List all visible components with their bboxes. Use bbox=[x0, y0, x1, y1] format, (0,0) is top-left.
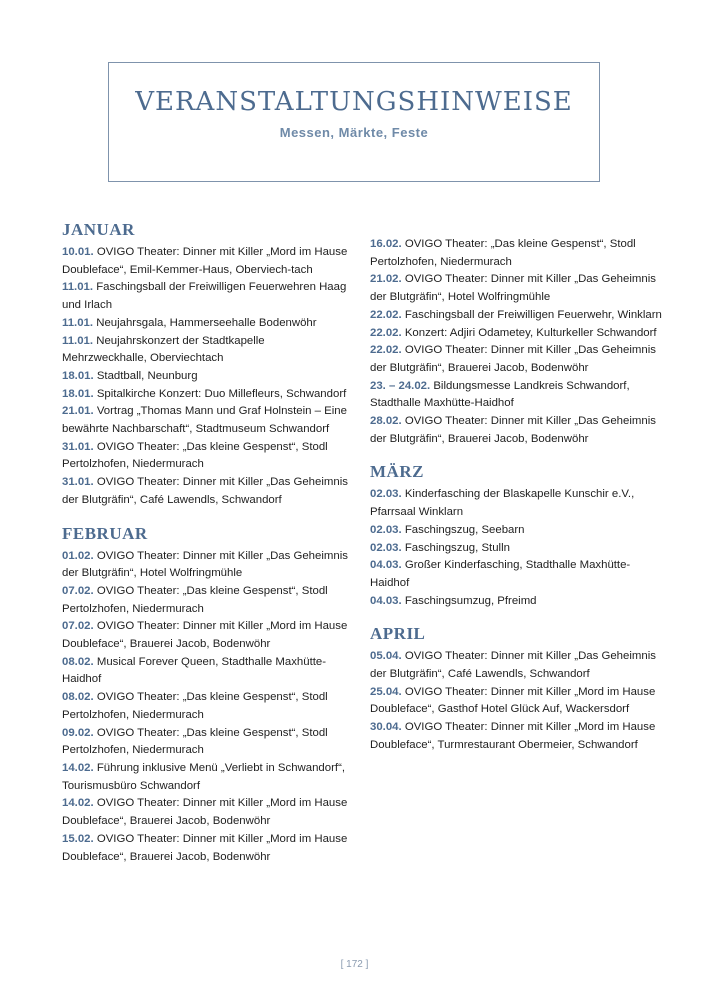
event-entry bbox=[62, 279, 352, 314]
event-entry bbox=[62, 315, 352, 333]
event-entry bbox=[370, 342, 665, 377]
event-entry bbox=[62, 403, 352, 438]
event-entry bbox=[370, 593, 665, 611]
event-text: OVIGO Theater: Dinner mit Killer „Das Geheimnis der Blutgräfin“, Brauerei Jacob, Bodenwöhr bbox=[370, 344, 656, 374]
event-text: Faschingsumzug, Pfreimd bbox=[401, 594, 537, 607]
event-date: 11.01. bbox=[62, 334, 94, 347]
event-text: OVIGO Theater: „Das kleine Gespenst“, Stodl Pertolzhofen, Niedermurach bbox=[62, 440, 328, 471]
event-date: 21.02. bbox=[370, 273, 402, 286]
event-date: 23. – 24.02. bbox=[370, 379, 431, 392]
event-entry bbox=[370, 648, 665, 683]
event-date: 22.02. bbox=[370, 344, 402, 357]
event-entry bbox=[62, 439, 352, 474]
event-date: 22.02. bbox=[370, 326, 402, 339]
title-box bbox=[108, 62, 600, 182]
event-date: 11.01. bbox=[62, 281, 94, 294]
event-date: 18.01. bbox=[62, 369, 94, 382]
event-entry bbox=[370, 540, 665, 558]
event-text: OVIGO Theater: „Das kleine Gespenst“, Stodl Pertolzhofen, Niedermurach bbox=[62, 584, 328, 615]
event-entry bbox=[370, 378, 665, 413]
event-entry bbox=[62, 244, 352, 279]
event-text: OVIGO Theater: Dinner mit Killer „Das Geheimnis der Blutgräfin“, Hotel Wolfringmühle bbox=[62, 549, 348, 580]
event-text: OVIGO Theater: Dinner mit Killer „Das Geheimnis der Blutgräfin“, Café Lawendls, Schwandorf bbox=[370, 650, 656, 681]
event-date: 30.04. bbox=[370, 721, 402, 734]
event-date: 11.01. bbox=[62, 316, 94, 329]
event-date: 28.02. bbox=[370, 415, 402, 428]
event-text: Faschingsball der Freiwilligen Feuerwehren Haag und Irlach bbox=[62, 281, 347, 312]
event-text: Großer Kinderfasching, Stadthalle Maxhütte-Haidhof bbox=[370, 559, 631, 589]
event-date: 08.02. bbox=[62, 691, 94, 704]
event-text: OVIGO Theater: Dinner mit Killer „Mord im Hause Doubleface“, Gasthof Hotel Glück Auf, Wackersdorf bbox=[370, 685, 656, 716]
event-text: Faschingszug, Seebarn bbox=[401, 523, 525, 536]
event-date: 04.03. bbox=[370, 559, 402, 572]
event-date: 07.02. bbox=[62, 584, 94, 597]
event-text: Spitalkirche Konzert: Duo Milleflеurs, Schwandorf bbox=[93, 387, 347, 400]
event-text: OVIGO Theater: Dinner mit Killer „Mord im Hause Doubleface“, Brauerei Jacob, Bodenwöhr bbox=[62, 620, 348, 651]
event-text: OVIGO Theater: Dinner mit Killer „Mord im Hause Doubleface“, Brauerei Jacob, Bodenwöhr bbox=[62, 832, 348, 863]
event-entry bbox=[62, 474, 352, 509]
event-text: Musical Forever Queen, Stadthalle Maxhütte-Haidhof bbox=[62, 655, 327, 686]
event-entry bbox=[62, 795, 352, 830]
event-date: 05.04. bbox=[370, 650, 402, 663]
event-text: Vortrag „Thomas Mann und Graf Holnstein – Eine bewährte Nachbarschaft“, Stadtmuseum Schwandorf bbox=[62, 405, 347, 436]
page-number: [ 172 ] bbox=[340, 959, 369, 970]
event-entry bbox=[62, 548, 352, 583]
event-text: OVIGO Theater: Dinner mit Killer „Das Geheimnis der Blutgräfin“, Hotel Wolfringmühle bbox=[370, 273, 656, 304]
right-column bbox=[370, 236, 665, 755]
event-entry bbox=[62, 725, 352, 760]
event-entry bbox=[370, 325, 665, 343]
event-text: OVIGO Theater: „Das kleine Gespenst“, Stodl Pertolzhofen, Niedermurach bbox=[62, 691, 328, 721]
event-entry bbox=[62, 689, 352, 724]
event-entry bbox=[62, 333, 352, 368]
event-text: OVIGO Theater: Dinner mit Killer „Mord im Hause Doubleface“, Turmrestaurant Obermeier, Schwandorf bbox=[370, 721, 656, 751]
page-title: VERANSTALTUNGSHINWEISE bbox=[135, 87, 573, 117]
event-entry bbox=[370, 236, 665, 271]
event-entry bbox=[62, 760, 352, 795]
month-heading: FEBRUAR bbox=[62, 523, 148, 543]
event-date: 02.03. bbox=[370, 523, 402, 536]
event-entry bbox=[370, 522, 665, 540]
event-date: 02.03. bbox=[370, 488, 402, 501]
event-date: 25.04. bbox=[370, 685, 402, 698]
event-entry bbox=[62, 368, 352, 386]
event-entry bbox=[62, 831, 352, 866]
event-date: 07.02. bbox=[62, 620, 94, 633]
left-column bbox=[62, 220, 352, 866]
event-entry bbox=[62, 386, 352, 404]
event-text: OVIGO Theater: Dinner mit Killer „Mord im Hause Doubleface“, Emil-Kemmer-Haus, Oberviech-tach bbox=[62, 246, 348, 276]
page-subtitle: Messen, Märkte, Feste bbox=[279, 125, 429, 140]
event-text: OVIGO Theater: Dinner mit Killer „Das Geheimnis der Blutgräfin“, Brauerei Jacob, Bodenwöhr bbox=[370, 415, 656, 445]
event-date: 08.02. bbox=[62, 655, 94, 668]
event-date: 02.03. bbox=[370, 541, 402, 554]
event-entry bbox=[62, 583, 352, 618]
event-date: 14.02. bbox=[62, 797, 94, 810]
event-entry bbox=[370, 557, 665, 592]
event-text: Stadtball, Neunburg bbox=[93, 369, 198, 382]
event-date: 16.02. bbox=[370, 238, 402, 250]
month-heading: APRIL bbox=[370, 624, 426, 644]
event-entry bbox=[370, 719, 665, 754]
event-text: OVIGO Theater: Dinner mit Killer „Das Geheimnis der Blutgräfin“, Café Lawendls, Schwandorf bbox=[62, 476, 348, 506]
event-date: 01.02. bbox=[62, 549, 94, 562]
event-entry bbox=[370, 684, 665, 719]
event-text: Bildungsmesse Landkreis Schwandorf, Stadthalle Maxhütte-Haidhof bbox=[370, 379, 630, 410]
event-text: Führung inklusive Menü „Verliebt in Schwandorf“, Tourismusbüro Schwandorf bbox=[62, 761, 346, 792]
event-text: Faschingsball der Freiwilligen Feuerwehr, Winklarn bbox=[401, 308, 662, 321]
event-entry bbox=[370, 486, 665, 521]
event-entry bbox=[370, 413, 665, 448]
event-entry bbox=[370, 307, 665, 325]
event-text: OVIGO Theater: „Das kleine Gespenst“, Stodl Pertolzhofen, Niedermurach bbox=[62, 726, 328, 757]
event-date: 15.02. bbox=[62, 832, 94, 845]
month-heading: MÄRZ bbox=[370, 462, 424, 482]
event-entry bbox=[370, 271, 665, 306]
event-text: Kinderfasching der Blaskapelle Kunschir e.V., Pfarrsaal Winklarn bbox=[370, 488, 635, 519]
event-date: 22.02. bbox=[370, 308, 402, 321]
event-text: Neujahrskonzert der Stadtkapelle Mehrzweckhalle, Oberviechtach bbox=[62, 334, 265, 365]
event-date: 31.01. bbox=[62, 476, 94, 489]
month-heading: JANUAR bbox=[62, 220, 135, 239]
event-date: 14.02. bbox=[62, 761, 94, 774]
event-text: OVIGO Theater: „Das kleine Gespenst“, Stodl Pertolzhofen, Niedermurach bbox=[370, 238, 636, 268]
event-entry bbox=[62, 618, 352, 653]
event-text: Faschingszug, Stulln bbox=[401, 541, 510, 554]
event-text: Konzert: Adjiri Odametey, Kulturkeller Schwandorf bbox=[401, 326, 657, 339]
event-text: OVIGO Theater: Dinner mit Killer „Mord im Hause Doubleface“, Brauerei Jacob, Bodenwöhr bbox=[62, 797, 348, 828]
event-date: 21.01. bbox=[62, 405, 94, 418]
event-date: 09.02. bbox=[62, 726, 94, 739]
event-entry bbox=[62, 654, 352, 689]
event-date: 18.01. bbox=[62, 387, 94, 400]
event-date: 04.03. bbox=[370, 594, 402, 607]
event-date: 10.01. bbox=[62, 246, 94, 258]
event-text: Neujahrsgala, Hammerseehalle Bodenwöhr bbox=[93, 316, 317, 329]
event-date: 31.01. bbox=[62, 440, 94, 453]
